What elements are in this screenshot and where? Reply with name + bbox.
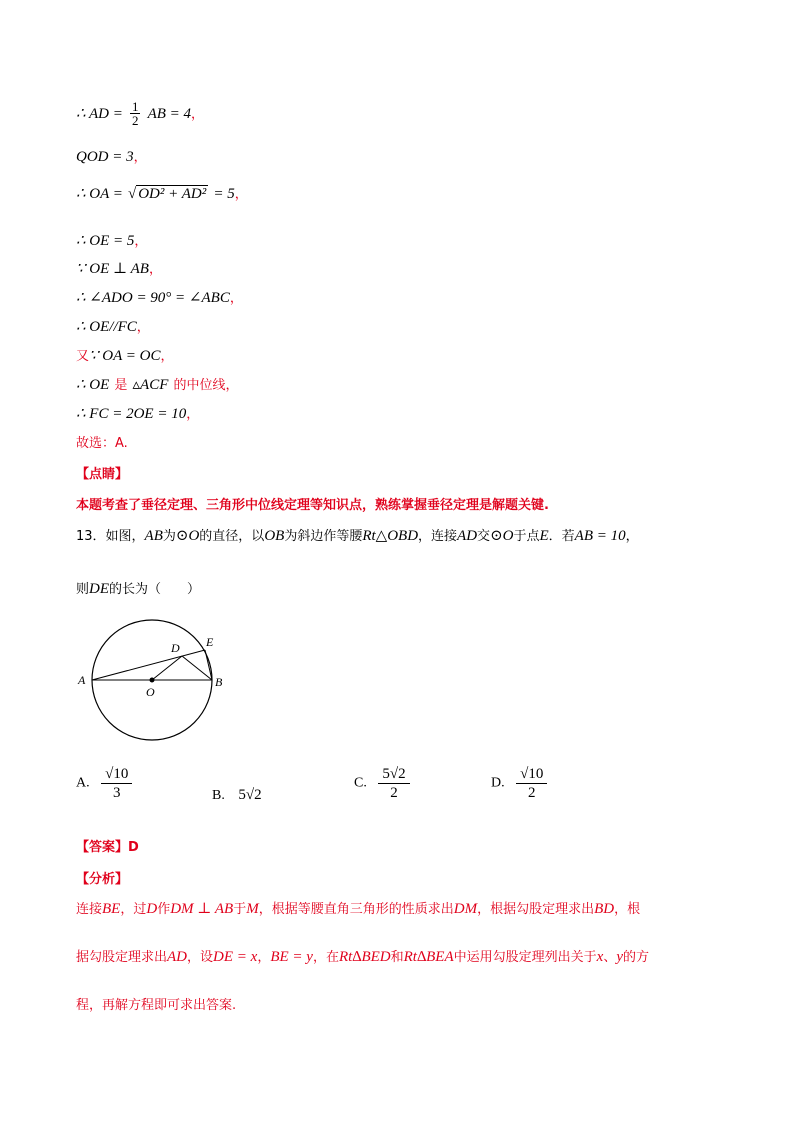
fraction bbox=[130, 100, 141, 127]
a-text: ， bbox=[257, 950, 271, 965]
choice-fraction bbox=[378, 765, 409, 802]
is-word: 是 bbox=[114, 378, 128, 393]
a-text: 于 bbox=[233, 902, 247, 917]
dianjing-body bbox=[76, 494, 549, 516]
choice-a[interactable] bbox=[76, 765, 132, 802]
fraction-denominator: 2 bbox=[516, 783, 547, 802]
dianjing-heading bbox=[76, 463, 128, 485]
solution-suffix: AB = 4 bbox=[147, 106, 192, 122]
a-text: 中运用勾股定理列出关于 bbox=[453, 950, 597, 965]
label-B: B bbox=[215, 675, 223, 689]
a-text: ，根据勾股定理求出 bbox=[477, 902, 595, 917]
choice-value: 5√2 bbox=[238, 787, 262, 803]
label-O: O bbox=[146, 685, 155, 699]
math-DM: DM bbox=[453, 901, 478, 917]
a-text: ，根据等腰直角三角形的性质求出 bbox=[258, 902, 454, 917]
analysis-line-3 bbox=[76, 994, 236, 1016]
midline-text: 的中位线， bbox=[173, 378, 239, 393]
sqrt-radicand: OD² + AD² bbox=[138, 186, 207, 202]
solution-text: ∴ ∠ADO = 90° = ∠ABC bbox=[76, 290, 230, 306]
geometry-figure bbox=[70, 612, 240, 752]
a-text: 据勾股定理求出 bbox=[76, 950, 168, 965]
math-rt-triangle: Rt△OBD bbox=[362, 528, 419, 544]
comma: ， bbox=[133, 150, 147, 165]
solution-line-3 bbox=[76, 183, 248, 205]
q-text: 则 bbox=[76, 582, 90, 597]
comma: ， bbox=[191, 107, 205, 122]
choice-fraction bbox=[101, 765, 132, 802]
q-text: 为斜边作等腰 bbox=[284, 529, 363, 544]
fraction-numerator: √10 bbox=[520, 766, 544, 782]
q-text: 于点 bbox=[513, 529, 540, 544]
solution-text: ∵ OA = OC bbox=[89, 348, 161, 364]
comma: ， bbox=[134, 234, 148, 249]
choice-letter: B. bbox=[212, 788, 225, 803]
solution-line-4 bbox=[76, 230, 147, 252]
a-text: 和 bbox=[390, 950, 404, 965]
analysis-line-2 bbox=[76, 946, 649, 968]
math-OB: OB bbox=[264, 528, 285, 544]
fraction-denominator: 3 bbox=[101, 783, 132, 802]
comma: ， bbox=[160, 349, 174, 364]
a-text: 、 bbox=[603, 950, 617, 965]
label-A: A bbox=[78, 673, 86, 687]
q-text: ， bbox=[625, 529, 639, 544]
math-AB: AB bbox=[144, 528, 163, 544]
q-text: ，连接 bbox=[418, 529, 458, 544]
analysis-line-1 bbox=[76, 898, 640, 920]
solution-line-5 bbox=[76, 258, 162, 280]
analysis-heading bbox=[76, 868, 128, 890]
solution-text: ∴ OE bbox=[76, 377, 110, 393]
question-line-1 bbox=[76, 525, 639, 547]
q-text: ．若 bbox=[548, 529, 575, 544]
solution-line-7 bbox=[76, 316, 150, 338]
comma: ， bbox=[148, 262, 162, 277]
solution-line-9 bbox=[76, 374, 238, 396]
dianjing-text: 本题考查了垂径定理、三角形中位线定理等知识点，熟练掌握垂径定理是解题关键. bbox=[76, 498, 549, 513]
choice-conclusion: 故选：A. bbox=[76, 436, 128, 451]
math-M: M bbox=[246, 901, 259, 917]
math-rt-BED: Rt∆BED bbox=[338, 949, 391, 965]
answer-heading: 【答案】 bbox=[76, 840, 129, 855]
solution-text: ∴ FC = 2OE = 10 bbox=[76, 406, 187, 422]
solution-line-11 bbox=[76, 432, 128, 454]
dianjing-heading-text: 【点睛】 bbox=[76, 467, 129, 482]
choice-c[interactable] bbox=[354, 765, 410, 802]
comma: ， bbox=[136, 320, 150, 335]
a-text: 作 bbox=[157, 902, 171, 917]
center-point bbox=[150, 678, 155, 683]
math-rt-BEA: Rt∆BEA bbox=[403, 949, 454, 965]
choice-letter: D. bbox=[491, 775, 505, 791]
math-AB-eq: AB = 10 bbox=[574, 528, 626, 544]
choice-letter: C. bbox=[354, 775, 367, 791]
a-text: ，过 bbox=[120, 902, 147, 917]
solution-line-2 bbox=[76, 146, 147, 168]
solution-line-8 bbox=[76, 345, 174, 367]
comma: ， bbox=[229, 291, 243, 306]
choice-fraction bbox=[516, 765, 547, 802]
label-D: D bbox=[171, 641, 180, 655]
fraction-numerator: 5√2 bbox=[382, 766, 406, 782]
math-AD: AD bbox=[457, 528, 478, 544]
q-text: 交 bbox=[477, 529, 491, 544]
math-y: y bbox=[616, 949, 624, 965]
solution-suffix: = 5 bbox=[213, 186, 235, 202]
solution-prefix: ∴ AD = bbox=[76, 106, 123, 122]
q-text: 的长为（ ） bbox=[109, 582, 201, 597]
math-circle-O: ⊙O bbox=[175, 528, 200, 544]
question-line-2 bbox=[76, 578, 200, 600]
choice-d[interactable] bbox=[491, 765, 547, 802]
solution-prefix: ∴ OA = bbox=[76, 186, 123, 202]
solution-line-1 bbox=[76, 100, 204, 127]
math-D: D bbox=[146, 901, 158, 917]
triangle-name: ▵ACF bbox=[132, 377, 169, 393]
math-BD: BD bbox=[594, 901, 615, 917]
a-text: 的方 bbox=[623, 950, 650, 965]
solution-line-10 bbox=[76, 403, 199, 425]
math-DE: DE bbox=[89, 581, 110, 597]
a-text: ，设 bbox=[187, 950, 214, 965]
choice-b[interactable] bbox=[212, 787, 262, 804]
sqrt-sign: √ bbox=[127, 186, 137, 202]
a-text: 程，再解方程即可求出答案. bbox=[76, 998, 237, 1013]
math-DE-x: DE = x bbox=[213, 949, 258, 965]
answer-line bbox=[76, 836, 139, 858]
fraction-numerator: √10 bbox=[105, 766, 129, 782]
segment-AE bbox=[92, 650, 205, 680]
solution-text: ∴ OE = 5 bbox=[76, 233, 135, 249]
solution-text: ∴ OE//FC bbox=[76, 319, 137, 335]
label-E: E bbox=[206, 635, 214, 649]
a-text: ，根 bbox=[614, 902, 641, 917]
q-text: 为 bbox=[162, 529, 176, 544]
math-BE-y: BE = y bbox=[270, 949, 313, 965]
a-text: 连接 bbox=[76, 902, 103, 917]
comma: ， bbox=[234, 187, 248, 202]
fraction-denominator: 2 bbox=[378, 783, 409, 802]
analysis-heading-text: 【分析】 bbox=[76, 872, 129, 887]
fraction-numerator: 1 bbox=[131, 99, 139, 114]
question-number: 13．如图， bbox=[76, 529, 145, 544]
math-x: x bbox=[596, 949, 604, 965]
a-text: ，在 bbox=[312, 950, 339, 965]
comma: ， bbox=[186, 407, 200, 422]
solution-line-6 bbox=[76, 287, 243, 309]
math-DM-perp: DM ⊥ AB bbox=[170, 901, 234, 917]
solution-text: ∵ OE ⊥ AB bbox=[76, 261, 149, 277]
answer-value: D bbox=[128, 840, 139, 855]
fraction-denominator: 2 bbox=[131, 113, 139, 128]
solution-text: QOD = 3 bbox=[76, 149, 134, 165]
math-AD: AD bbox=[167, 949, 188, 965]
you-word: 又 bbox=[76, 349, 90, 364]
math-E: E bbox=[539, 528, 549, 544]
choice-letter: A. bbox=[76, 775, 90, 791]
math-circle-O: ⊙O bbox=[490, 528, 514, 544]
q-text: 的直径，以 bbox=[199, 529, 265, 544]
math-BE: BE bbox=[102, 901, 121, 917]
